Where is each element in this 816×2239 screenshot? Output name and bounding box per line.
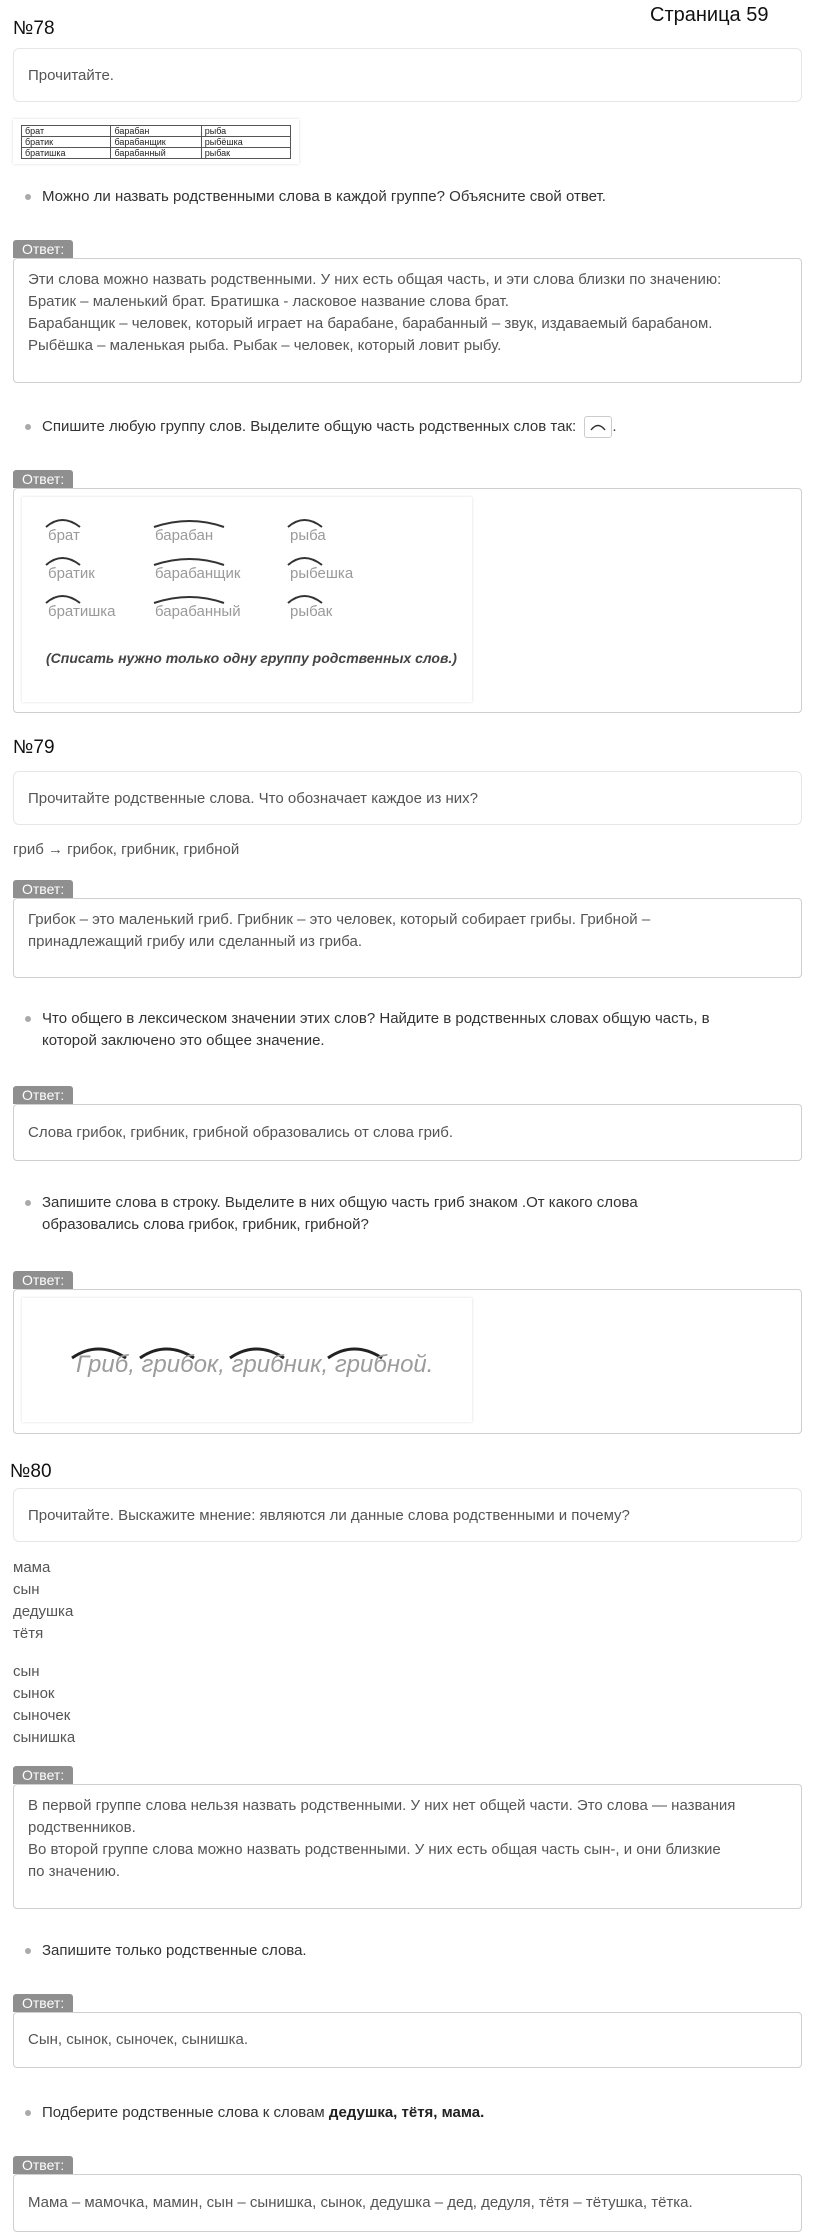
answer-label: Ответ: [13, 240, 73, 258]
answer-line: В первой группе слова нельзя назвать родственными. У них нет общей части. Это слова — названия [28, 1797, 736, 1814]
answer-line: Слова грибок, грибник, грибной образовались от слова гриб. [28, 1123, 454, 1141]
exercise-80-question-1 [22, 1940, 792, 1962]
answer-label: Ответ: [13, 1271, 73, 1289]
list-item: мама [13, 1559, 51, 1576]
answer-label: Ответ: [13, 1994, 73, 2012]
exercise-78-prompt [13, 48, 802, 102]
list-item: сыночек [13, 1707, 71, 1724]
answer-line: Эти слова можно назвать родственными. У них есть общая часть, и эти слова близки по значению: [28, 271, 722, 288]
answer-line: по значению. [28, 1863, 121, 1880]
table-row [22, 137, 291, 148]
table-cell: брат [22, 126, 111, 137]
question-text [42, 416, 792, 438]
word-table-card [13, 119, 299, 164]
table-cell: братишка [22, 148, 111, 159]
question-line: Что общего в лексическом значении этих слов? Найдите в родственных словах общую часть, в [42, 1010, 710, 1027]
word-rybak: рыбак [290, 603, 333, 620]
exercise-80-answer-3 [13, 2174, 802, 2232]
table-row [22, 126, 291, 137]
exercise-80-number: №80 [10, 1461, 52, 1482]
answer-line: Мама – мамочка, мамин, сын – сынишка, сынок, дедушка – дед, дедуля, тётя – тётушка, тётка. [28, 2194, 693, 2211]
list-item: сынок [13, 1685, 55, 1702]
word-bratishka: братишка [48, 603, 116, 620]
word-barabanshchik: барабанщик [155, 565, 241, 582]
table-cell: барабан [111, 126, 201, 137]
exercise-80-prompt [13, 1488, 802, 1542]
table-cell: братик [22, 137, 111, 148]
exercise-78-number: №78 [13, 18, 55, 39]
list-item: сын [13, 1663, 40, 1680]
table-row [22, 148, 291, 159]
answer-line: Рыбёшка – маленькая рыба. Рыбак – человек, который ловит рыбу. [28, 337, 502, 354]
question-text: Можно ли назвать родственными слова в каждой группе? Объясните свой ответ. [42, 188, 606, 205]
word-bratik: братик [48, 565, 95, 582]
word-ryba: рыба [290, 527, 326, 544]
answer-line: Барабанщик – человек, который играет на барабане, барабанный – звук, издаваемый барабаном. [28, 315, 713, 332]
table-cell: барабанщик [111, 137, 201, 148]
word-brat: брат [48, 527, 80, 544]
question-text-end: . [612, 418, 617, 435]
question-text [42, 1192, 792, 1236]
table-cell: рыбак [201, 148, 290, 159]
word-rybeshka: рыбешка [290, 565, 354, 582]
handwritten-words: Гриб, грибок, грибник, грибной. [76, 1351, 434, 1378]
exercise-78-prompt-text: Прочитайте. [28, 66, 114, 84]
list-item: тётя [13, 1625, 44, 1642]
list-item: дедушка [13, 1603, 74, 1620]
word-table [21, 125, 291, 159]
exercise-79-question-1 [22, 1008, 792, 1052]
exercise-79-prompt [13, 771, 802, 825]
question-text [42, 1008, 792, 1052]
list-item: сын [13, 1581, 40, 1598]
exercise-78-question-1 [22, 186, 792, 208]
exercise-79-words: гриб → грибок, грибник, грибной [13, 841, 240, 858]
answer-line: Сын, сынок, сыночек, сынишка. [28, 2031, 249, 2048]
answer-label: Ответ: [13, 880, 73, 898]
exercise-79-answer-1 [13, 898, 802, 978]
answer-label: Ответ: [13, 470, 73, 488]
answer-line: Братик – маленький брат. Братишка - ласковое название слова брат. [28, 293, 509, 310]
answer-line: родственников. [28, 1819, 136, 1836]
exercise-78-answer-1 [13, 258, 802, 383]
exercise-80-answer-1 [13, 1784, 802, 1909]
answer-note: (Списать нужно только одну группу родственных слов.) [46, 650, 457, 666]
arc-root-icon [584, 416, 612, 438]
question-text [42, 2102, 792, 2124]
answer-line: Во второй группе слова можно назвать родственными. У них есть общая часть сын-, и они близкие [28, 1841, 721, 1858]
answer-label: Ответ: [13, 1766, 73, 1784]
exercise-78-answer-2 [13, 488, 802, 713]
word-group-2 [13, 1661, 75, 1749]
word-group-1 [13, 1557, 73, 1645]
page-number: Страница 59 [650, 4, 769, 26]
word-barabannyi: барабанный [155, 603, 241, 620]
exercise-79-answer-3 [13, 1289, 802, 1434]
exercise-80-question-2 [22, 2102, 792, 2124]
handwritten-answer-image [22, 1298, 472, 1422]
exercise-79-answer-2 [13, 1104, 802, 1161]
table-cell: рыбёшка [201, 137, 290, 148]
table-cell: рыба [201, 126, 290, 137]
list-item: сынишка [13, 1729, 76, 1746]
exercise-80-prompt-text: Прочитайте. Выскажите мнение: являются ли данные слова родственными и почему? [28, 1506, 630, 1524]
question-line: образовались слова грибок, грибник, грибной? [42, 1216, 369, 1233]
question-text-main: Спишите любую группу слов. Выделите общую часть родственных слов так: [42, 418, 577, 435]
answer-label: Ответ: [13, 2156, 73, 2174]
table-cell: барабанный [111, 148, 201, 159]
question-text-bold: дедушка, тётя, мама. [328, 2104, 485, 2121]
answer-line: Грибок – это маленький гриб. Грибник – это человек, который собирает грибы. Грибной – [28, 911, 651, 928]
handwritten-answer-image [22, 497, 472, 702]
question-line: которой заключено это общее значение. [42, 1032, 325, 1049]
question-text-prefix: Подберите родственные слова к словам [42, 2104, 329, 2121]
exercise-79-prompt-text: Прочитайте родственные слова. Что обозначает каждое из них? [28, 789, 479, 807]
answer-label: Ответ: [13, 1086, 73, 1104]
exercise-78-question-2 [22, 416, 792, 438]
question-line: Запишите слова в строку. Выделите в них общую часть гриб знаком .От какого слова [42, 1194, 638, 1211]
exercise-79-number: №79 [13, 737, 55, 758]
answer-line: принадлежащий грибу или сделанный из гриба. [28, 933, 363, 950]
exercise-80-answer-2 [13, 2012, 802, 2068]
question-text: Запишите только родственные слова. [42, 1942, 307, 1959]
word-baraban: барабан [155, 527, 214, 544]
exercise-79-question-2 [22, 1192, 792, 1236]
